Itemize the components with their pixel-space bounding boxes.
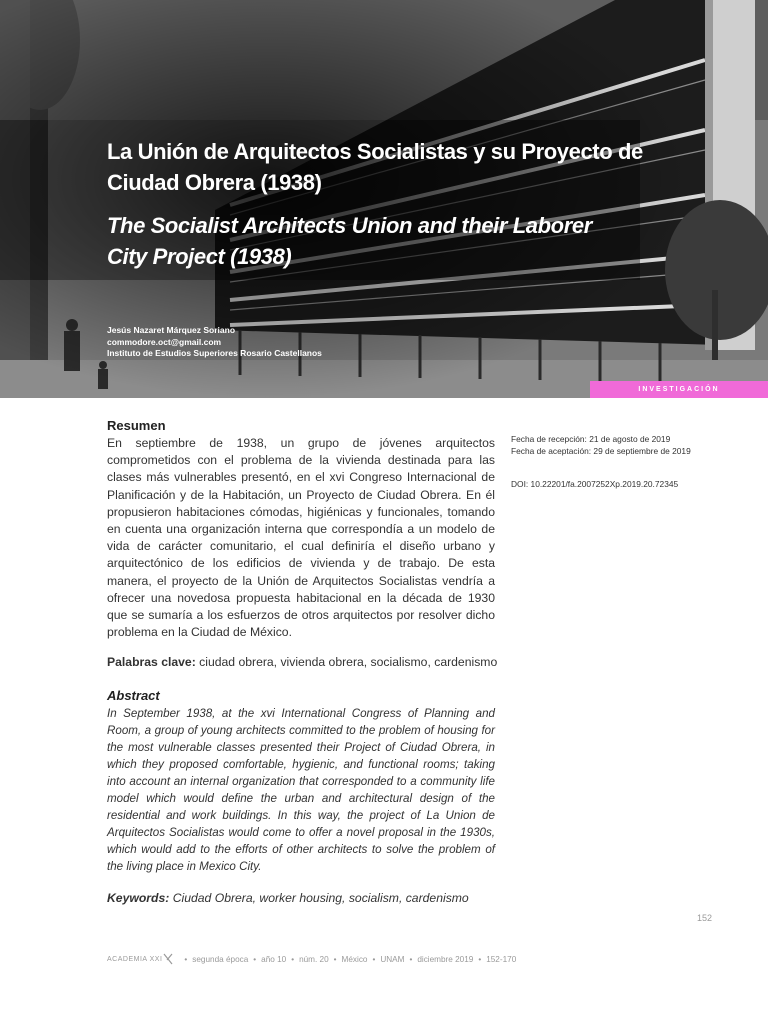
palabras-clave <box>107 654 507 671</box>
abstract-section <box>107 688 495 875</box>
palabras-clave-text: ciudad obrera, vivienda obrera, socialismo, cardenismo <box>199 655 498 669</box>
footer-date: diciembre 2019 <box>417 954 474 964</box>
footer-separator: • <box>184 954 188 964</box>
footer-separator: • <box>409 954 413 964</box>
footer-epoch: segunda época <box>192 954 249 964</box>
footer-pages: 152-170 <box>486 954 517 964</box>
author-name: Jesús Nazaret Márquez Soriano <box>107 325 236 335</box>
author-block <box>107 325 322 360</box>
footer-separator: • <box>253 954 257 964</box>
keywords-label: Keywords: <box>107 891 170 905</box>
doi-block <box>511 479 751 491</box>
palabras-clave-label: Palabras clave: <box>107 655 196 669</box>
author-email[interactable]: commodore.oct@gmail.com <box>107 336 222 347</box>
author-institution: Instituto de Estudios Superiores Rosario Castellanos <box>107 348 322 358</box>
resumen-section <box>107 418 495 641</box>
footer-institution: UNAM <box>380 954 405 964</box>
footer-place: México <box>341 954 368 964</box>
journal-logo <box>107 952 173 966</box>
section-badge: INVESTIGACIÓN <box>590 381 768 398</box>
footer-year: año 10 <box>261 954 287 964</box>
footer-separator: • <box>372 954 376 964</box>
page-number: 152 <box>697 913 713 923</box>
keywords <box>107 890 507 907</box>
abstract-text: In September 1938, at the xvi International Congress of Planning and Room, a group of young architects committed to the problem of housing for the most vulnerable classes presented their Project of Ciudad Obrera, in which they proposed comfortable, hygienic, and functional rooms; taking into account an internal organization that corresponded to a community life model which would define the urban and architectural design of the residential and work buildings. In this way, the project of La Union de Arquitectos Socialistas would come to offer a novel proposal in the 1930s, which would add to the efforts of other architects to solve the problem of the living place in Mexico City. <box>107 707 495 873</box>
hero-image <box>0 0 768 398</box>
journal-logo-text: ACADEMIA XXI <box>107 955 163 963</box>
abstract-heading: Abstract <box>107 688 160 703</box>
footer-separator: • <box>291 954 295 964</box>
doi-link[interactable]: DOI: 10.22201/fa.2007252Xp.2019.20.72345 <box>511 479 679 489</box>
keywords-text: Ciudad Obrera, worker housing, socialism, cardenismo <box>172 891 469 905</box>
resumen-heading: Resumen <box>107 418 166 433</box>
logo-mark-icon <box>163 952 173 966</box>
article-title-en: The Socialist Architects Union and their Laborer City Project (1938) <box>107 213 592 269</box>
article-title-es: La Unión de Arquitectos Socialistas y su Proyecto de Ciudad Obrera (1938) <box>107 139 643 195</box>
journal-footer <box>107 952 516 966</box>
footer-separator: • <box>478 954 482 964</box>
footer-separator: • <box>333 954 337 964</box>
received-date: Fecha de recepción: 21 de agosto de 2019 <box>511 434 671 444</box>
accepted-date: Fecha de aceptación: 29 de septiembre de 2019 <box>511 445 691 456</box>
resumen-text: En septiembre de 1938, un grupo de jóvenes arquitectos comprometidos con el problema de la vivienda destinada para las clases más vulnerables presentó, en el xvi Congreso Internacional de Planificación y de la Habitación, un Proyecto de Ciudad Obrera. En él propusieron habitaciones cómodas, higiénicas y funcionales, tomando en cuenta una organización interna que correspondía a un modelo de vida de carácter comunitario, el cual definiría el diseño urbano y arquitectónico de los edificios de vivienda y de trabajo. De esta manera, el proyecto de la Unión de Arquitectos Socialistas vendría a ofrecer una novedosa propuesta habitacional en la década de 1930 que se sumaría a los esfuerzos de otros arquitectos por resolver dicho problema en la Ciudad de México. <box>107 436 495 640</box>
footer-issue: núm. 20 <box>299 954 329 964</box>
dates-block <box>511 434 751 457</box>
